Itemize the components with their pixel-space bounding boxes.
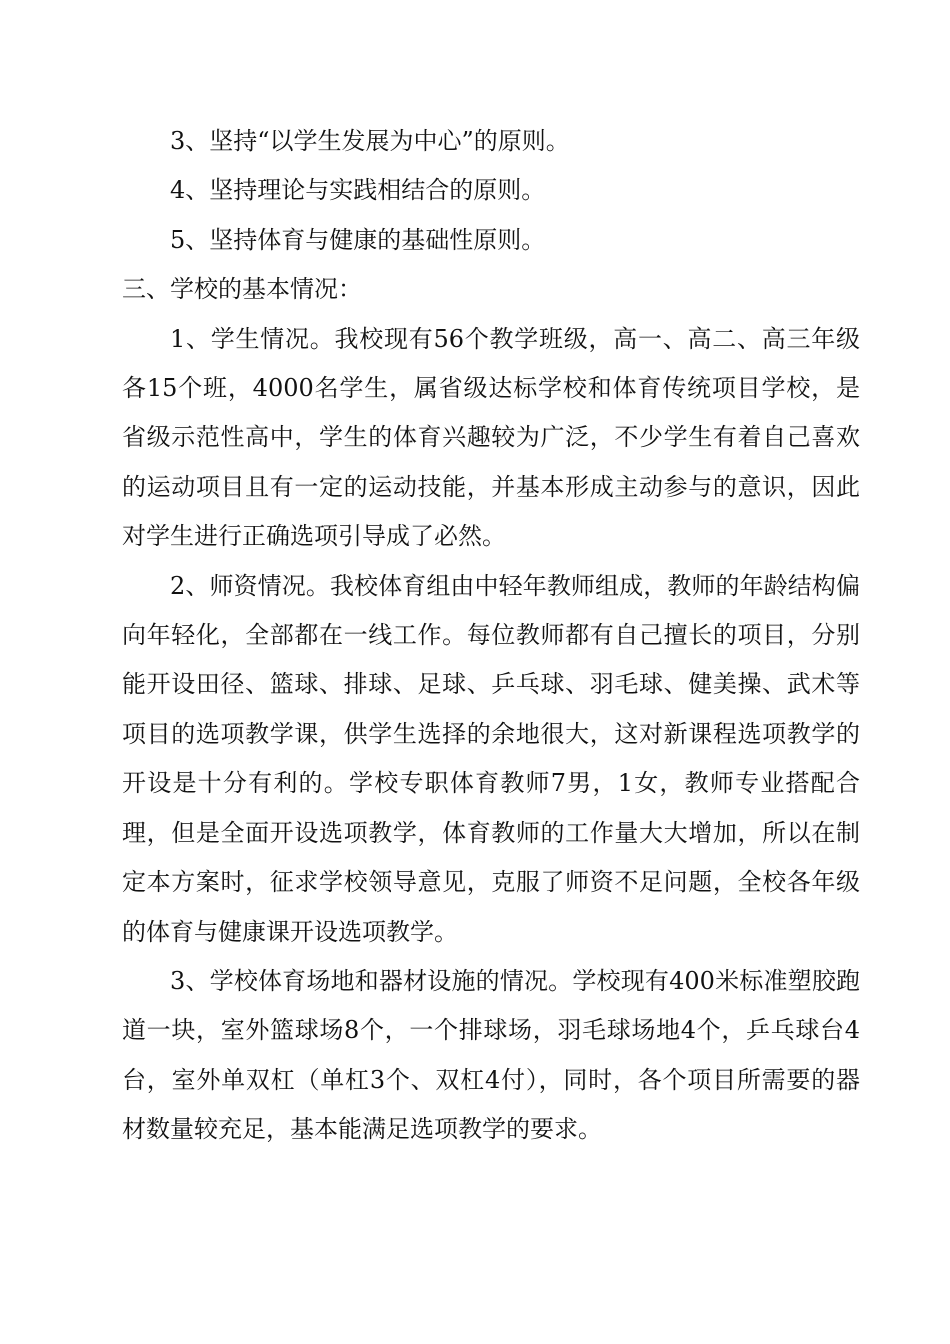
principle-4: 4、坚持理论与实践相结合的原则。 [170, 176, 546, 205]
principle-3: 3、坚持“以学生发展为中心”的原则。 [170, 127, 570, 155]
section-heading: 三、学校的基本情况： [122, 275, 362, 304]
paragraph-students: 1、学生情况。我校现有56个教学班级，高一、高二、高三年级各15个班，4000名学生，属省级达标学校和体育传统项目学校，是省级示范性高中，学生的体育兴趣较为广泛，不少学生有着自己喜欢的运动项目且有一定的运动技能，并基本形成主动参与的意识，因此对学生进行正确选项引导成了必然。 [122, 324, 860, 551]
principle-5: 5、坚持体育与健康的基础性原则。 [170, 225, 546, 254]
document-body [122, 117, 860, 1155]
paragraph-facilities: 3、学校体育场地和器材设施的情况。学校现有400米标准塑胶跑道一块，室外篮球场8个，一个排球场，羽毛球场地4个，乒乓球台4台，室外单双杠（单杠3个、双杠4付），同时，各个项目所需要的器材数量较充足，基本能满足选项教学的要求。 [122, 966, 860, 1144]
paragraph-teachers: 2、师资情况。我校体育组由中轻年教师组成，教师的年龄结构偏向年轻化，全部都在一线工作。每位教师都有自己擅长的项目，分别能开设田径、篮球、排球、足球、乒乓球、羽毛球、健美操、武术等项目的选项教学课，供学生选择的余地很大，这对新课程选项教学的开设是十分有利的。学校专职体育教师7男，1女，教师专业搭配合理，但是全面开设选项教学，体育教师的工作量大大增加，所以在制定本方案时，征求学校领导意见，克服了师资不足问题，全校各年级的体育与健康课开设选项教学。 [122, 571, 860, 946]
